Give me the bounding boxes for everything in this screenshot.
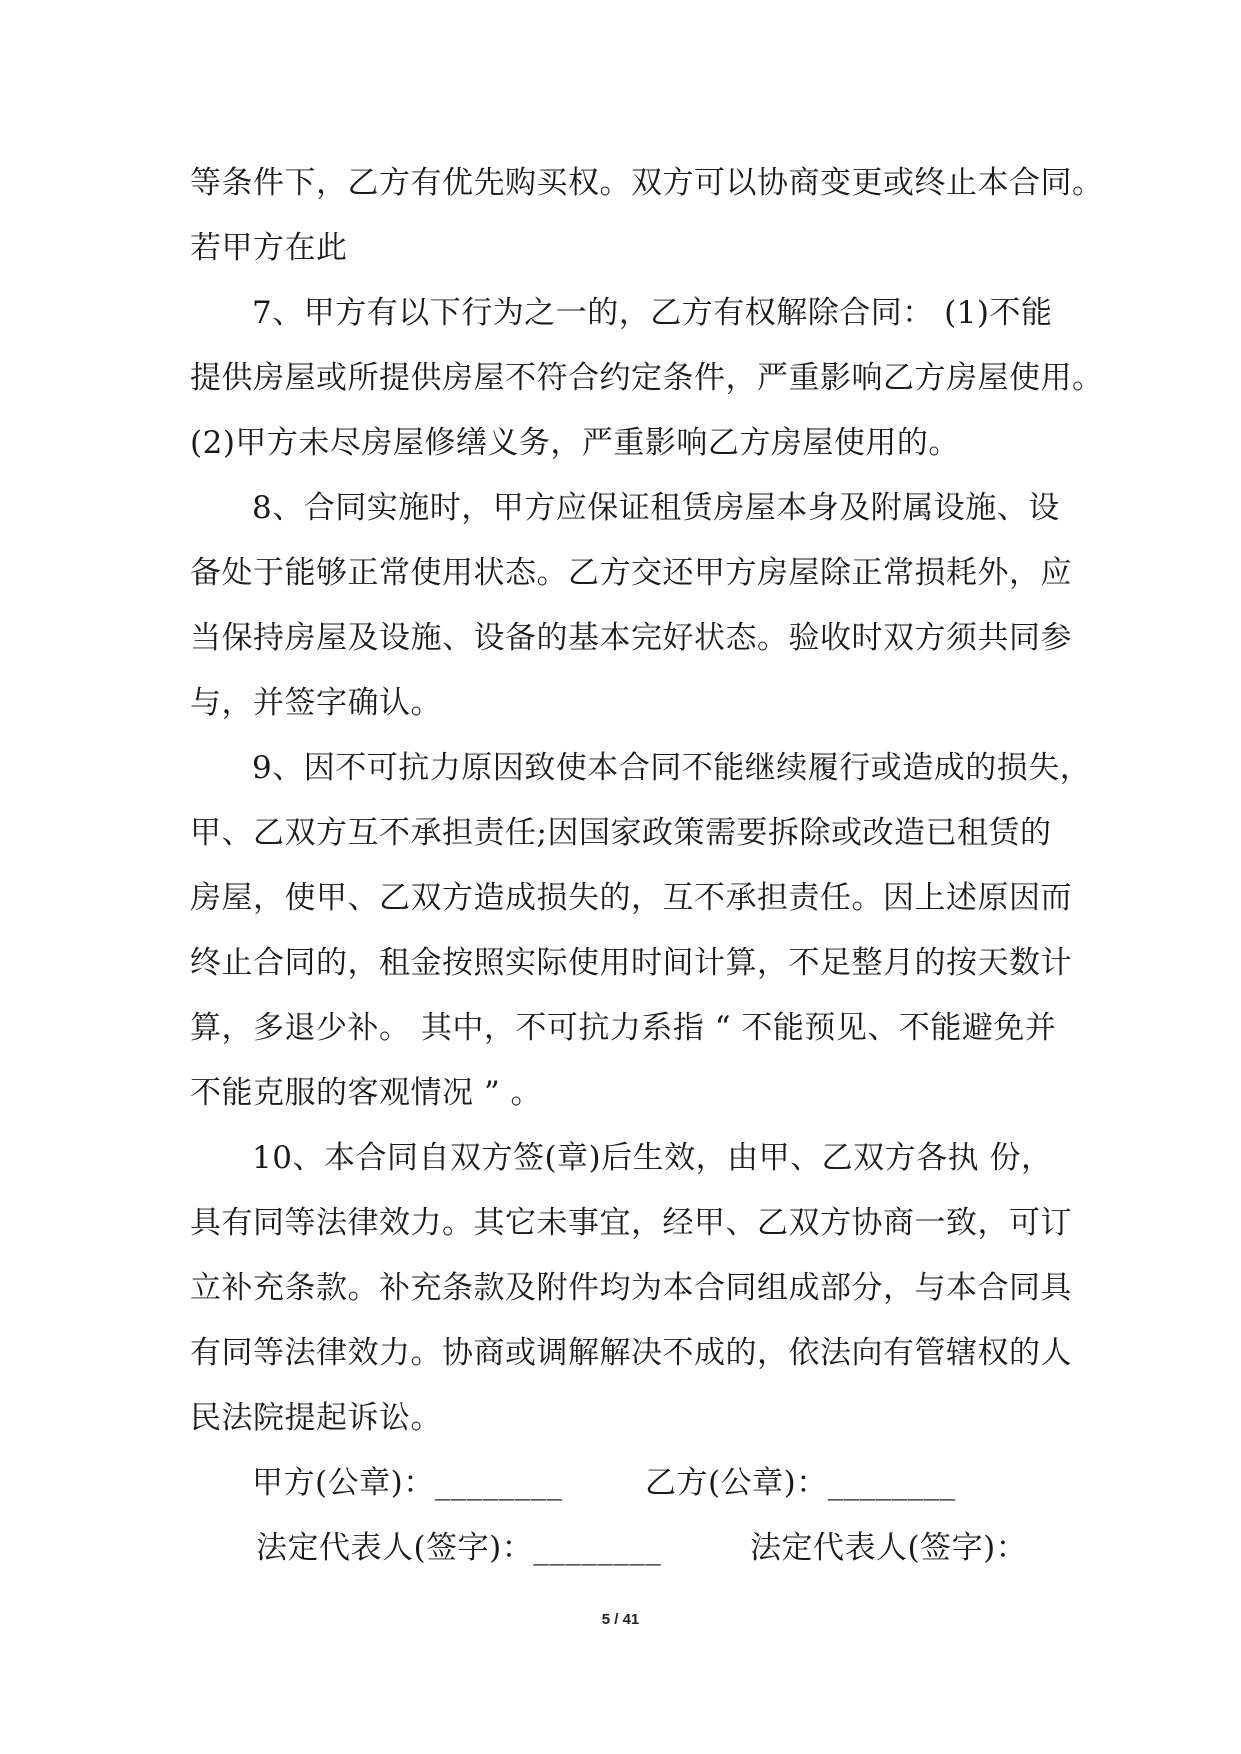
clause-7-line: 7、甲方有以下行为之一的，乙方有权解除合同： (1)不能	[252, 295, 1053, 331]
paragraph-line: 民法院提起诉讼。	[190, 1400, 442, 1436]
paragraph-line: 甲、乙双方互不承担责任;因国家政策需要拆除或改造已租赁的	[190, 815, 1052, 851]
paragraph-line: 房屋，使甲、乙双方造成损失的，互不承担责任。因上述原因而	[190, 880, 1072, 916]
clause-8-line: 8、合同实施时，甲方应保证租赁房屋本身及附属设施、设	[252, 490, 1060, 526]
paragraph-line: 等条件下，乙方有优先购买权。双方可以协商变更或终止本合同。	[190, 165, 1104, 201]
paragraph-line: 不能克服的客观情况 ” 。	[190, 1075, 543, 1111]
paragraph-line: 具有同等法律效力。其它未事宜，经甲、乙双方协商一致，可订	[190, 1205, 1072, 1241]
party-b-representative-field: 法定代表人(签字)：	[750, 1530, 1028, 1566]
paragraph-line: 立补充条款。补充条款及附件均为本合同组成部分，与本合同具	[190, 1270, 1072, 1306]
paragraph-line: 提供房屋或所提供房屋不符合约定条件，严重影响乙方房屋使用。	[190, 360, 1104, 396]
paragraph-line: 终止合同的，租金按照实际使用时间计算，不足整月的按天数计	[190, 945, 1072, 981]
clause-9-line: 9、因不可抗力原因致使本合同不能继续履行或造成的损失，	[252, 750, 1092, 786]
party-a-representative-field: 法定代表人(签字)：________	[256, 1530, 662, 1566]
paragraph-line: (2)甲方未尽房屋修缮义务，严重影响乙方房屋使用的。	[190, 425, 960, 461]
paragraph-line: 备处于能够正常使用状态。乙方交还甲方房屋除正常损耗外，应	[190, 555, 1072, 591]
paragraph-line: 与，并签字确认。	[190, 685, 442, 721]
page-number: 5 / 41	[601, 1611, 640, 1628]
paragraph-line: 当保持房屋及设施、设备的基本完好状态。验收时双方须共同参	[190, 620, 1072, 656]
party-a-seal-field: 甲方(公章)：________	[252, 1465, 563, 1501]
paragraph-line: 算，多退少补。 其中，不可抗力系指 “ 不能预见、不能避免并	[190, 1010, 1057, 1046]
paragraph-line: 有同等法律效力。协商或调解解决不成的，依法向有管辖权的人	[190, 1335, 1072, 1371]
clause-10-line: 10、本合同自双方签(章)后生效，由甲、乙双方各执 份，	[252, 1140, 1053, 1176]
party-b-seal-field: 乙方(公章)：________	[645, 1465, 956, 1501]
paragraph-line: 若甲方在此	[190, 230, 348, 266]
